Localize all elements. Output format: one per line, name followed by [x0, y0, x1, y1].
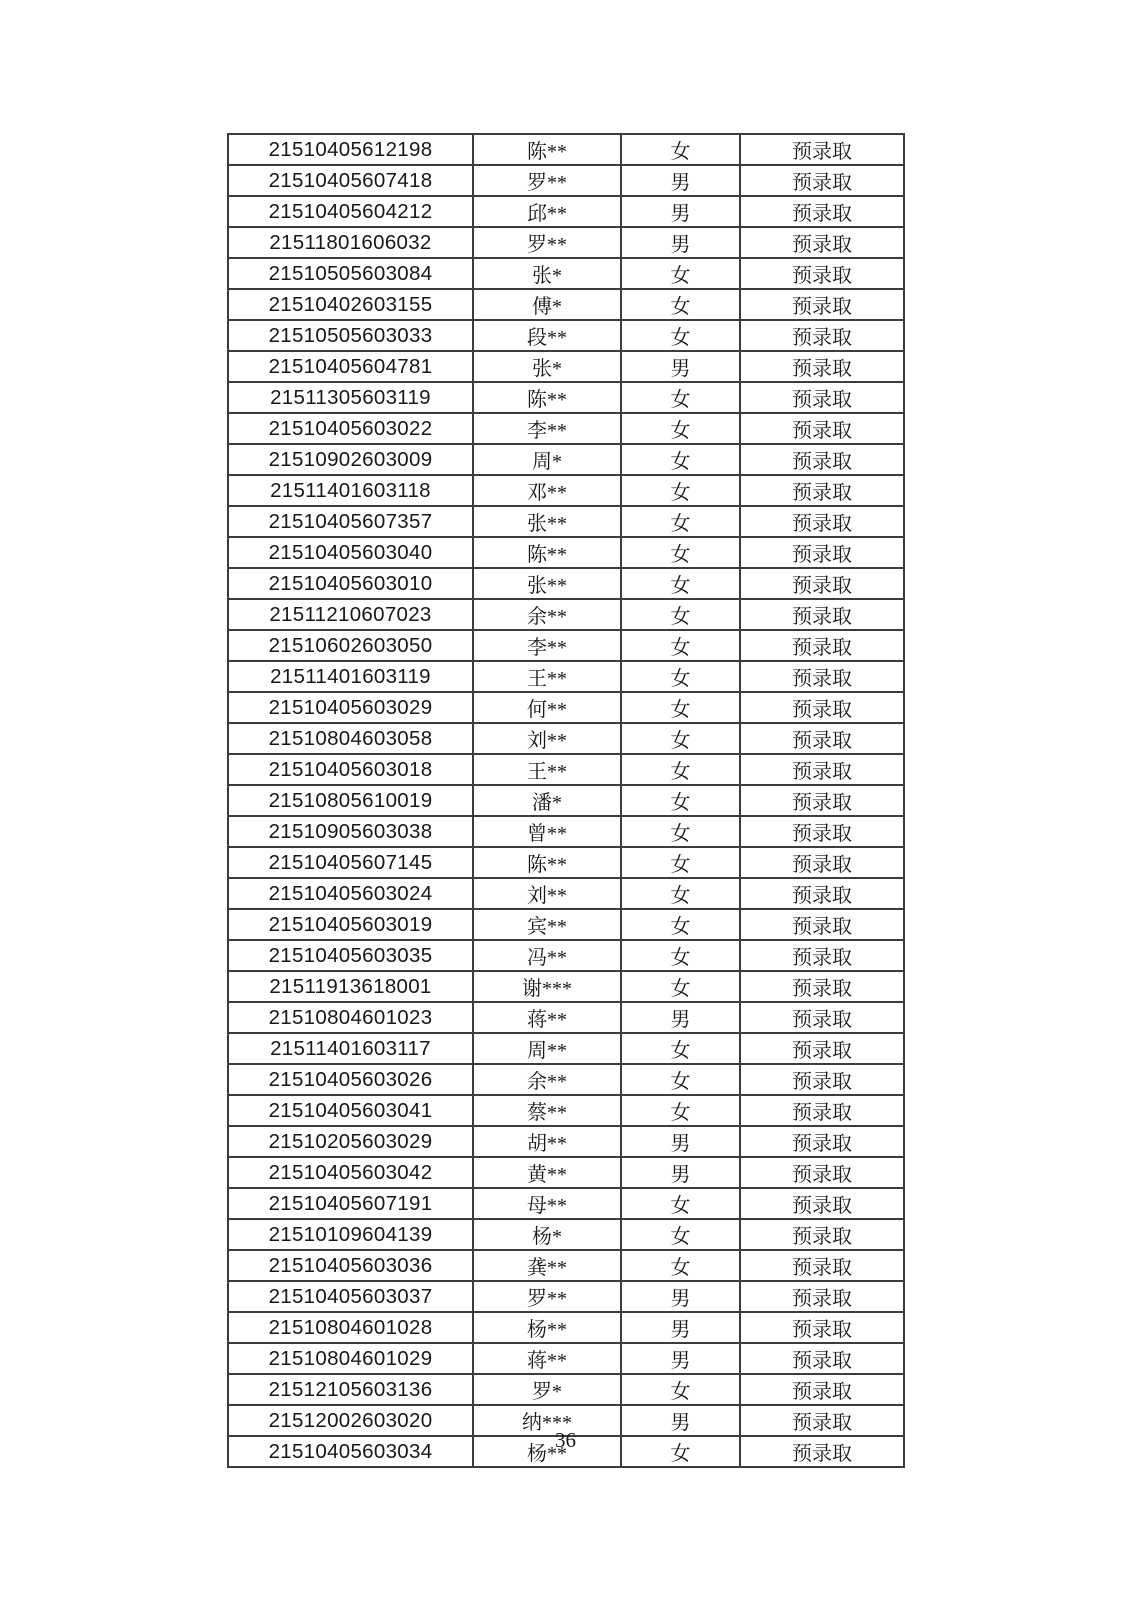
exam-id-cell: 21510405607357	[228, 506, 473, 537]
status-cell: 预录取	[740, 1157, 904, 1188]
gender-cell: 女	[621, 289, 740, 320]
table-row	[228, 413, 904, 444]
exam-id-cell: 21510804601029	[228, 1343, 473, 1374]
exam-id-cell: 21510905603038	[228, 816, 473, 847]
exam-id-cell: 21510405603036	[228, 1250, 473, 1281]
table-row	[228, 1374, 904, 1405]
name-cell: 邓**	[473, 475, 621, 506]
name-cell: 罗**	[473, 165, 621, 196]
exam-id-cell: 21510405603034	[228, 1436, 473, 1467]
gender-cell: 女	[621, 940, 740, 971]
name-cell: 周*	[473, 444, 621, 475]
name-cell: 张*	[473, 351, 621, 382]
gender-cell: 女	[621, 1033, 740, 1064]
exam-id-cell: 21510405603024	[228, 878, 473, 909]
table-row	[228, 599, 904, 630]
table-row	[228, 1095, 904, 1126]
status-cell: 预录取	[740, 1405, 904, 1436]
status-cell: 预录取	[740, 568, 904, 599]
status-cell: 预录取	[740, 475, 904, 506]
name-cell: 段**	[473, 320, 621, 351]
exam-id-cell: 21510505603084	[228, 258, 473, 289]
status-cell: 预录取	[740, 382, 904, 413]
table-row	[228, 1002, 904, 1033]
exam-id-cell: 21511305603119	[228, 382, 473, 413]
gender-cell: 女	[621, 1219, 740, 1250]
table-row	[228, 165, 904, 196]
table-row	[228, 816, 904, 847]
admission-list-table	[227, 133, 905, 1468]
gender-cell: 女	[621, 692, 740, 723]
status-cell: 预录取	[740, 444, 904, 475]
admission-table-body	[228, 134, 904, 1467]
exam-id-cell: 21511401603119	[228, 661, 473, 692]
status-cell: 预录取	[740, 196, 904, 227]
gender-cell: 男	[621, 1281, 740, 1312]
gender-cell: 男	[621, 1343, 740, 1374]
exam-id-cell: 21510805610019	[228, 785, 473, 816]
table-row	[228, 475, 904, 506]
exam-id-cell: 21510405603041	[228, 1095, 473, 1126]
status-cell: 预录取	[740, 1219, 904, 1250]
exam-id-cell: 21510405604781	[228, 351, 473, 382]
name-cell: 余**	[473, 1064, 621, 1095]
table-row	[228, 1064, 904, 1095]
table-row	[228, 320, 904, 351]
exam-id-cell: 21510405607418	[228, 165, 473, 196]
status-cell: 预录取	[740, 1250, 904, 1281]
exam-id-cell: 21510109604139	[228, 1219, 473, 1250]
table-row	[228, 351, 904, 382]
table-row	[228, 1033, 904, 1064]
status-cell: 预录取	[740, 1281, 904, 1312]
status-cell: 预录取	[740, 630, 904, 661]
gender-cell: 女	[621, 723, 740, 754]
table-row	[228, 568, 904, 599]
name-cell: 王**	[473, 754, 621, 785]
status-cell: 预录取	[740, 258, 904, 289]
table-row	[228, 847, 904, 878]
status-cell: 预录取	[740, 723, 904, 754]
exam-id-cell: 21510804603058	[228, 723, 473, 754]
table-row	[228, 1281, 904, 1312]
table-row	[228, 878, 904, 909]
table-row	[228, 1126, 904, 1157]
status-cell: 预录取	[740, 134, 904, 165]
gender-cell: 女	[621, 785, 740, 816]
table-row	[228, 134, 904, 165]
gender-cell: 男	[621, 1126, 740, 1157]
name-cell: 杨*	[473, 1219, 621, 1250]
status-cell: 预录取	[740, 785, 904, 816]
exam-id-cell: 21510405603040	[228, 537, 473, 568]
name-cell: 张**	[473, 506, 621, 537]
name-cell: 罗*	[473, 1374, 621, 1405]
exam-id-cell: 21510405607191	[228, 1188, 473, 1219]
status-cell: 预录取	[740, 692, 904, 723]
gender-cell: 女	[621, 971, 740, 1002]
status-cell: 预录取	[740, 940, 904, 971]
gender-cell: 男	[621, 165, 740, 196]
exam-id-cell: 21510405604212	[228, 196, 473, 227]
gender-cell: 女	[621, 1436, 740, 1467]
status-cell: 预录取	[740, 165, 904, 196]
gender-cell: 女	[621, 413, 740, 444]
name-cell: 谢***	[473, 971, 621, 1002]
exam-id-cell: 21511913618001	[228, 971, 473, 1002]
name-cell: 张**	[473, 568, 621, 599]
status-cell: 预录取	[740, 289, 904, 320]
gender-cell: 女	[621, 1250, 740, 1281]
exam-id-cell: 21510405603018	[228, 754, 473, 785]
status-cell: 预录取	[740, 909, 904, 940]
exam-id-cell: 21511401603117	[228, 1033, 473, 1064]
table-row	[228, 754, 904, 785]
exam-id-cell: 21511210607023	[228, 599, 473, 630]
status-cell: 预录取	[740, 506, 904, 537]
table-row	[228, 258, 904, 289]
name-cell: 冯**	[473, 940, 621, 971]
gender-cell: 女	[621, 1064, 740, 1095]
status-cell: 预录取	[740, 1033, 904, 1064]
status-cell: 预录取	[740, 847, 904, 878]
table-row	[228, 1157, 904, 1188]
status-cell: 预录取	[740, 1095, 904, 1126]
status-cell: 预录取	[740, 971, 904, 1002]
gender-cell: 女	[621, 258, 740, 289]
name-cell: 李**	[473, 413, 621, 444]
name-cell: 刘**	[473, 723, 621, 754]
exam-id-cell: 21510405603019	[228, 909, 473, 940]
exam-id-cell: 21510405603037	[228, 1281, 473, 1312]
status-cell: 预录取	[740, 320, 904, 351]
gender-cell: 男	[621, 1405, 740, 1436]
exam-id-cell: 21510405603029	[228, 692, 473, 723]
exam-id-cell: 21511801606032	[228, 227, 473, 258]
table-row	[228, 1219, 904, 1250]
table-row	[228, 909, 904, 940]
exam-id-cell: 21510405603010	[228, 568, 473, 599]
status-cell: 预录取	[740, 661, 904, 692]
gender-cell: 男	[621, 1002, 740, 1033]
name-cell: 宾**	[473, 909, 621, 940]
name-cell: 刘**	[473, 878, 621, 909]
table-row	[228, 382, 904, 413]
name-cell: 母**	[473, 1188, 621, 1219]
name-cell: 邱**	[473, 196, 621, 227]
gender-cell: 女	[621, 878, 740, 909]
gender-cell: 女	[621, 475, 740, 506]
name-cell: 杨**	[473, 1312, 621, 1343]
exam-id-cell: 21510804601028	[228, 1312, 473, 1343]
gender-cell: 女	[621, 444, 740, 475]
name-cell: 蒋**	[473, 1343, 621, 1374]
exam-id-cell: 21510405603022	[228, 413, 473, 444]
exam-id-cell: 21510602603050	[228, 630, 473, 661]
name-cell: 陈**	[473, 134, 621, 165]
table-row	[228, 630, 904, 661]
name-cell: 王**	[473, 661, 621, 692]
table-row	[228, 227, 904, 258]
exam-id-cell: 21510405607145	[228, 847, 473, 878]
name-cell: 余**	[473, 599, 621, 630]
name-cell: 纳***	[473, 1405, 621, 1436]
gender-cell: 女	[621, 847, 740, 878]
gender-cell: 男	[621, 351, 740, 382]
exam-id-cell: 21510405603042	[228, 1157, 473, 1188]
status-cell: 预录取	[740, 1064, 904, 1095]
status-cell: 预录取	[740, 413, 904, 444]
gender-cell: 女	[621, 754, 740, 785]
name-cell: 张*	[473, 258, 621, 289]
page-number: 36	[555, 1428, 576, 1452]
status-cell: 预录取	[740, 1126, 904, 1157]
gender-cell: 女	[621, 599, 740, 630]
table-row	[228, 444, 904, 475]
name-cell: 陈**	[473, 847, 621, 878]
name-cell: 黄**	[473, 1157, 621, 1188]
name-cell: 蔡**	[473, 1095, 621, 1126]
table-row	[228, 723, 904, 754]
gender-cell: 女	[621, 382, 740, 413]
name-cell: 傅*	[473, 289, 621, 320]
table-row	[228, 1188, 904, 1219]
status-cell: 预录取	[740, 227, 904, 258]
status-cell: 预录取	[740, 1374, 904, 1405]
gender-cell: 男	[621, 196, 740, 227]
name-cell: 罗**	[473, 227, 621, 258]
exam-id-cell: 21510405603035	[228, 940, 473, 971]
gender-cell: 女	[621, 1374, 740, 1405]
gender-cell: 女	[621, 537, 740, 568]
table-row	[228, 1250, 904, 1281]
name-cell: 杨**	[473, 1436, 621, 1467]
status-cell: 预录取	[740, 1312, 904, 1343]
gender-cell: 女	[621, 506, 740, 537]
gender-cell: 女	[621, 1095, 740, 1126]
status-cell: 预录取	[740, 754, 904, 785]
table-row	[228, 1343, 904, 1374]
gender-cell: 女	[621, 134, 740, 165]
name-cell: 曾**	[473, 816, 621, 847]
status-cell: 预录取	[740, 878, 904, 909]
exam-id-cell: 21512002603020	[228, 1405, 473, 1436]
status-cell: 预录取	[740, 1002, 904, 1033]
gender-cell: 女	[621, 568, 740, 599]
name-cell: 罗**	[473, 1281, 621, 1312]
table-row	[228, 196, 904, 227]
exam-id-cell: 21510402603155	[228, 289, 473, 320]
gender-cell: 女	[621, 661, 740, 692]
name-cell: 陈**	[473, 537, 621, 568]
exam-id-cell: 21510405612198	[228, 134, 473, 165]
exam-id-cell: 21511401603118	[228, 475, 473, 506]
table-row	[228, 692, 904, 723]
gender-cell: 女	[621, 816, 740, 847]
table-row	[228, 506, 904, 537]
table-row	[228, 661, 904, 692]
status-cell: 预录取	[740, 1188, 904, 1219]
table-row	[228, 940, 904, 971]
table-row	[228, 1312, 904, 1343]
name-cell: 李**	[473, 630, 621, 661]
status-cell: 预录取	[740, 599, 904, 630]
gender-cell: 男	[621, 227, 740, 258]
name-cell: 陈**	[473, 382, 621, 413]
table-row	[228, 537, 904, 568]
exam-id-cell: 21510205603029	[228, 1126, 473, 1157]
name-cell: 蒋**	[473, 1002, 621, 1033]
exam-id-cell: 21510505603033	[228, 320, 473, 351]
status-cell: 预录取	[740, 1436, 904, 1467]
exam-id-cell: 21510902603009	[228, 444, 473, 475]
status-cell: 预录取	[740, 1343, 904, 1374]
gender-cell: 女	[621, 320, 740, 351]
table-row	[228, 289, 904, 320]
status-cell: 预录取	[740, 351, 904, 382]
exam-id-cell: 21510804601023	[228, 1002, 473, 1033]
status-cell: 预录取	[740, 537, 904, 568]
name-cell: 龚**	[473, 1250, 621, 1281]
table-row	[228, 785, 904, 816]
gender-cell: 女	[621, 630, 740, 661]
name-cell: 何**	[473, 692, 621, 723]
gender-cell: 女	[621, 1188, 740, 1219]
exam-id-cell: 21512105603136	[228, 1374, 473, 1405]
gender-cell: 女	[621, 909, 740, 940]
name-cell: 胡**	[473, 1126, 621, 1157]
status-cell: 预录取	[740, 816, 904, 847]
name-cell: 周**	[473, 1033, 621, 1064]
exam-id-cell: 21510405603026	[228, 1064, 473, 1095]
table-row	[228, 971, 904, 1002]
name-cell: 潘*	[473, 785, 621, 816]
gender-cell: 男	[621, 1312, 740, 1343]
gender-cell: 男	[621, 1157, 740, 1188]
